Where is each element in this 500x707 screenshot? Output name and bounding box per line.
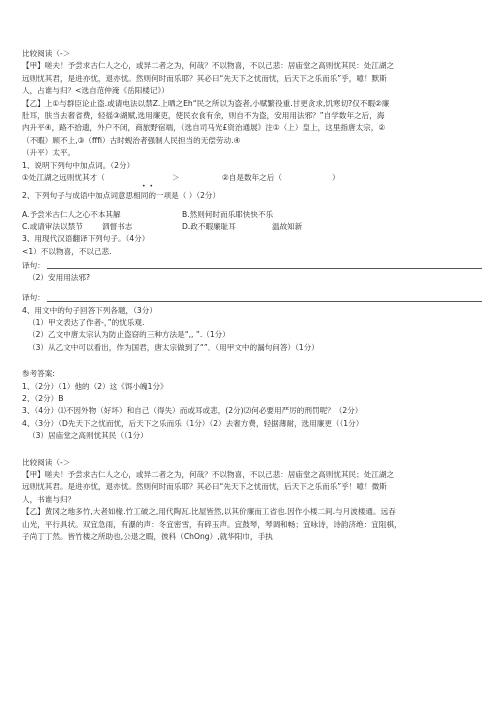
- translation-label: 译句：: [22, 293, 45, 303]
- answers-title: 参考答案:: [22, 369, 55, 379]
- question-1-part-a: ①处江湖之远则忧其才（: [22, 172, 105, 182]
- question-4-stem: 4、用文中的句子回答下列各题，（3分）: [22, 305, 157, 315]
- question-3-sentence-2: （2）安用用法邪?: [28, 273, 91, 283]
- translation-line-1: [22, 258, 482, 272]
- question-1-part-b: ＞: [172, 172, 180, 182]
- passage-yi-line: 内升平④，路不拾遗，外户不闭，商旅野宿端，（选自司马光£资治通展》注①（上）皇上，这里指唐太宗，②: [22, 123, 386, 133]
- passage-jia-line: 人，占谁与归？<选自范仲淹《岳阳楼记》）: [22, 86, 169, 96]
- question-4-item: （2）乙文中唐太宗认为防止盗窃的三种方法是“,, ”.（1分）: [28, 330, 230, 340]
- question-1-stem: 1、说明下列句中加点词。（2分）: [22, 160, 135, 170]
- translation-label: 译句：: [22, 260, 45, 270]
- passage-jia-line: 【甲】嗟夫！予尝求古仁人之心，或异二者之为，何哉？不以物喜，不以己悲：居庙堂之高则忧其民；处江湖之: [22, 469, 395, 479]
- passage-yi-line: 子尚丁丁然。皆竹楼之所助也,公退之暇，彼科（ChOng）,就华阳巾，手执: [22, 531, 273, 541]
- question-3-sentence-1: <1）不以物喜，不以己悲.: [22, 246, 112, 256]
- passage-yi-line: （不暇）顾不上,③（fffi）古时蚬治者强制人民担当的无偿劳动.④: [22, 135, 241, 145]
- answer-item: 3、（4分）⑴不因外物（好坏）和自己（得失）而或耳或悲，(2分)⑵何必要用严厉的刑罚呢？（2分）: [22, 406, 363, 416]
- question-1-parts: [22, 172, 482, 184]
- passage-jia-line: 人，书谁与归？: [22, 494, 76, 504]
- answer-item: 1、（2分）（1）他的（2）这《饵小魄1分》: [22, 381, 168, 391]
- question-4-item: （1）甲文表达了作者-，”的忧乐观.: [28, 318, 145, 328]
- passage-jia-line: 【甲】嗟夫！予尝求古仁人之心，或异二者之为，何哉？不以物喜，不以己悲：居庙堂之高则忧其民：处江湖之: [22, 61, 395, 71]
- section-title: 比较阅读（-＞: [22, 49, 71, 58]
- answer-blank: [47, 268, 482, 269]
- passage-jia-line: 远则忧其君。是进亦忧，退亦忧。然则何时而乐耶？其必曰“先天下之忧而忧，后天下之乐而乐”乎！噫！微斯: [22, 482, 387, 492]
- passage-yi-line: （升平）太平。: [22, 148, 76, 158]
- passage-yi-line: 肚耳，肤当去奢省费，轻徭③湖赋,选用廉吏，使民衣食有余，则自不为盗，安用用法邪？”自学数年之后，海: [22, 110, 385, 120]
- passage-yi-line: 山光，平行具状。双宜急雨，有瀑的声：冬宜密雪，有碎玉声。宜鼓琴，琴调和畅；宜咏诗，诗韵济绝：宜阻棋，: [22, 519, 402, 529]
- passage-jia-line: 远则忧其君，是进亦忧，退亦忧。然则何时而乐耶？其必曰“先天下之忧而忧，后天下之乐而乐”乎，噫！默斯: [22, 73, 387, 83]
- option-d: D.政不暇廉耻耳: [182, 222, 236, 232]
- option-c-extra: 泗督书志: [102, 222, 133, 232]
- question-4-item: （3）从乙文中可以看出，作为国君，唐太宗做到了“”．（用甲文中的漏句问答）（1分）: [28, 342, 319, 352]
- passage-yi-line: 【乙】上①与群臣论止盗.或请电法以禁Z.上晒之Eh“民之所以为盗者,小赋繁役重.甘更贪求,饥寒切?仅不暇②廉: [22, 98, 390, 108]
- option-b: B.然则何时而乐耶快快不乐: [182, 209, 274, 219]
- answer-blank: [47, 301, 482, 302]
- document-page: [22, 48, 482, 543]
- answer-item: 2、（2分）B: [22, 393, 64, 403]
- section-title: 比较阅读（-＞: [22, 457, 71, 467]
- option-a: A.予尝米古仁人之心不本其解: [22, 209, 121, 219]
- translation-line-2: [22, 291, 482, 305]
- option-d-extra: 温故知新: [272, 222, 303, 232]
- question-1-part-c: ②自是数年之后（: [222, 172, 282, 182]
- option-c: C.或请审法以禁节: [22, 222, 83, 232]
- question-2-stem: 2、下列句子与成语中加点词意思相同的一项是（ ）（2分）: [22, 191, 221, 201]
- question-1-part-d: ）: [332, 172, 340, 182]
- question-2-options-row: [22, 221, 482, 233]
- question-3-stem: 3、用现代汉语翻译下列句子。（4分）: [22, 234, 150, 244]
- question-2-options-row: [22, 209, 482, 221]
- answer-item: 4、（3分）（D先天下之忧而忧，后天下之乐而乐（1分）（2）去奢方费，轻据薄耐，选用廉更（（1分）: [22, 418, 364, 428]
- answer-item: （3）居庙堂之高则忧其民（（1分）: [28, 431, 148, 441]
- passage-yi-line: 【乙】黄冈之地多竹,大者如椽.竹工破之,用代陶瓦.比屋皆然,以其价廉而工省也.因作小楼二间.与月波楼通。远吞: [22, 507, 396, 517]
- emphasis-dots: • •: [142, 183, 154, 191]
